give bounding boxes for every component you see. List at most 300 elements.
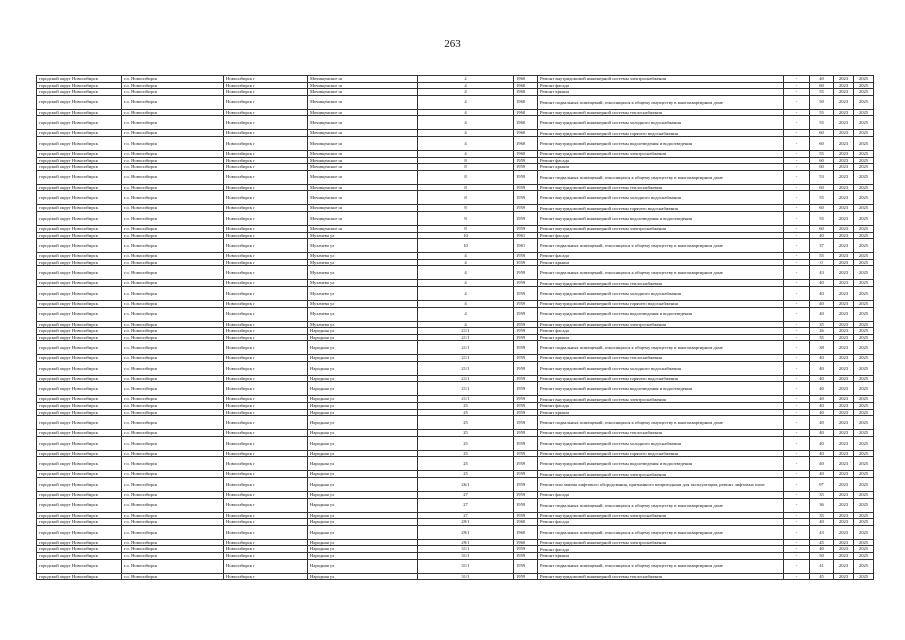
cell-work-type: Ремонт крыши: [538, 553, 784, 560]
cell-plan-end: 2025: [854, 471, 874, 478]
cell-settlement: г.о. Новосибирск: [122, 478, 224, 492]
table-row: [37, 328, 874, 335]
cell-dash: -: [784, 450, 810, 457]
cell-street: Народная ул: [308, 553, 418, 560]
cell-work-type: Ремонт подвальных помещений, относящихся к общему имуществу в многоквартирном доме: [538, 525, 784, 539]
table-row: [37, 525, 874, 539]
cell-house: 4: [418, 95, 514, 109]
cell-municipality: городской округ Новосибирск: [37, 478, 122, 492]
cell-plan-start: 2023: [834, 280, 854, 287]
cell-work-type: Ремонт подвальных помещений, относящихся к общему имуществу в многоквартирном доме: [538, 266, 784, 280]
table-row: [37, 512, 874, 519]
cell-settlement: г.о. Новосибирск: [122, 403, 224, 410]
cell-street: Народная ул: [308, 436, 418, 450]
cell-plan-end: 2025: [854, 307, 874, 321]
cell-work-type: Ремонт подвальных помещений, относящихся к общему имуществу в многоквартирном доме: [538, 170, 784, 184]
table-row: [37, 300, 874, 307]
cell-dash: -: [784, 416, 810, 430]
cell-plan-end: 2025: [854, 150, 874, 157]
cell-house: 25: [418, 436, 514, 450]
cell-plan-start: 2023: [834, 321, 854, 328]
cell-dash: -: [784, 409, 810, 416]
cell-work-type: Ремонт фасада: [538, 546, 784, 553]
cell-city: Новосибирск г: [224, 259, 308, 266]
cell-street: Мочищенское ш: [308, 150, 418, 157]
cell-year: 1959: [514, 553, 538, 560]
table-row: [37, 478, 874, 492]
cell-year: 1959: [514, 280, 538, 287]
cell-year: 1959: [514, 157, 538, 164]
cell-settlement: г.о. Новосибирск: [122, 116, 224, 130]
cell-dash: -: [784, 573, 810, 580]
cell-house: 31/1: [418, 553, 514, 560]
cell-work-type: Ремонт внутридомовой инженерной системы водоотведения и водоотведения: [538, 382, 784, 396]
cell-municipality: городской округ Новосибирск: [37, 355, 122, 362]
cell-work-type: Ремонт внутридомовой инженерной системы электроснабжения: [538, 150, 784, 157]
cell-street: Мухачева ул: [308, 266, 418, 280]
cell-work-type: Ремонт внутридомовой инженерной системы водоотведения и водоотведения: [538, 457, 784, 471]
cell-plan-end: 2025: [854, 76, 874, 83]
cell-municipality: городской округ Новосибирск: [37, 191, 122, 205]
cell-municipality: городской округ Новосибирск: [37, 416, 122, 430]
cell-plan-end: 2025: [854, 82, 874, 89]
cell-plan-end: 2025: [854, 321, 874, 328]
cell-dash: -: [784, 266, 810, 280]
cell-plan-end: 2025: [854, 232, 874, 239]
cell-house: 25: [418, 471, 514, 478]
table-row: [37, 553, 874, 560]
cell-plan-start: 2023: [834, 109, 854, 116]
cell-house: 2: [418, 76, 514, 83]
cell-house: 31/1: [418, 573, 514, 580]
cell-plan-end: 2025: [854, 170, 874, 184]
cell-municipality: городской округ Новосибирск: [37, 116, 122, 130]
cell-deadline-year: 55: [810, 109, 834, 116]
cell-work-type: Ремонт фасада: [538, 519, 784, 526]
cell-settlement: г.о. Новосибирск: [122, 457, 224, 471]
cell-work-type: Ремонт подвальных помещений, относящихся к общему имуществу в многоквартирном доме: [538, 341, 784, 355]
table-row: [37, 396, 874, 403]
cell-dash: -: [784, 361, 810, 375]
cell-city: Новосибирск г: [224, 307, 308, 321]
cell-settlement: г.о. Новосибирск: [122, 492, 224, 499]
cell-plan-end: 2025: [854, 259, 874, 266]
table-row: [37, 341, 874, 355]
cell-deadline-year: 40: [810, 76, 834, 83]
cell-street: Мухачева ул: [308, 280, 418, 287]
cell-house: 25: [418, 450, 514, 457]
cell-year: 1959: [514, 375, 538, 382]
table-row: [37, 375, 874, 382]
cell-year: 1959: [514, 361, 538, 375]
cell-house: 21/1: [418, 328, 514, 335]
cell-year: 1959: [514, 286, 538, 300]
table-row: [37, 232, 874, 239]
cell-street: Народная ул: [308, 498, 418, 512]
cell-municipality: городской округ Новосибирск: [37, 525, 122, 539]
cell-settlement: г.о. Новосибирск: [122, 525, 224, 539]
cell-year: 1959: [514, 457, 538, 471]
cell-settlement: г.о. Новосибирск: [122, 82, 224, 89]
cell-deadline-year: 35: [810, 492, 834, 499]
cell-plan-start: 2023: [834, 116, 854, 130]
cell-dash: -: [784, 430, 810, 437]
cell-settlement: г.о. Новосибирск: [122, 232, 224, 239]
cell-year: 1959: [514, 512, 538, 519]
cell-street: Народная ул: [308, 546, 418, 553]
cell-city: Новосибирск г: [224, 205, 308, 212]
cell-year: 1959: [514, 471, 538, 478]
cell-plan-end: 2025: [854, 116, 874, 130]
cell-deadline-year: 60: [810, 136, 834, 150]
cell-municipality: городской округ Новосибирск: [37, 546, 122, 553]
cell-city: Новосибирск г: [224, 519, 308, 526]
cell-year: 1960: [514, 109, 538, 116]
cell-work-type: Ремонт внутридомовой инженерной системы горячего водоснабжения: [538, 450, 784, 457]
cell-work-type: Ремонт внутридомовой инженерной системы теплоснабжения: [538, 184, 784, 191]
cell-deadline-year: 40: [810, 232, 834, 239]
cell-work-type: Ремонт подвальных помещений, относящихся к общему имуществу в многоквартирном доме: [538, 416, 784, 430]
cell-city: Новосибирск г: [224, 170, 308, 184]
table-row: [37, 109, 874, 116]
cell-plan-start: 2023: [834, 170, 854, 184]
cell-house: 8: [418, 191, 514, 205]
table-row: [37, 436, 874, 450]
cell-street: Народная ул: [308, 341, 418, 355]
cell-year: 1961: [514, 232, 538, 239]
cell-street: Народная ул: [308, 512, 418, 519]
cell-plan-start: 2023: [834, 95, 854, 109]
cell-house: 26/1: [418, 478, 514, 492]
cell-municipality: городской округ Новосибирск: [37, 259, 122, 266]
cell-deadline-year: 35: [810, 334, 834, 341]
cell-plan-end: 2025: [854, 109, 874, 116]
table-row: [37, 321, 874, 328]
cell-year: 1959: [514, 307, 538, 321]
cell-house: 4: [418, 130, 514, 137]
cell-work-type: Ремонт внутридомовой инженерной системы холодного водоснабжения: [538, 436, 784, 450]
cell-dash: -: [784, 525, 810, 539]
cell-plan-end: 2025: [854, 403, 874, 410]
cell-municipality: городской округ Новосибирск: [37, 225, 122, 232]
cell-house: 25: [418, 457, 514, 471]
cell-settlement: г.о. Новосибирск: [122, 164, 224, 171]
cell-municipality: городской округ Новосибирск: [37, 492, 122, 499]
cell-work-type: Ремонт внутридомовой инженерной системы холодного водоснабжения: [538, 361, 784, 375]
cell-plan-start: 2023: [834, 409, 854, 416]
cell-house: 8: [418, 211, 514, 225]
cell-municipality: городской округ Новосибирск: [37, 519, 122, 526]
table-row: [37, 191, 874, 205]
cell-plan-start: 2023: [834, 546, 854, 553]
cell-dash: -: [784, 286, 810, 300]
cell-work-type: Ремонт внутридомовой инженерной системы водоотведения и водоотведения: [538, 307, 784, 321]
cell-city: Новосибирск г: [224, 253, 308, 260]
cell-house: 4: [418, 82, 514, 89]
cell-settlement: г.о. Новосибирск: [122, 519, 224, 526]
cell-city: Новосибирск г: [224, 382, 308, 396]
cell-house: 21/1: [418, 334, 514, 341]
cell-city: Новосибирск г: [224, 375, 308, 382]
cell-work-type: Ремонт или замена лифтового оборудования, признанного непригодным для эксплуатации, ремонт лифтовых шахт: [538, 478, 784, 492]
cell-street: Народная ул: [308, 430, 418, 437]
cell-city: Новосибирск г: [224, 184, 308, 191]
cell-plan-end: 2025: [854, 280, 874, 287]
cell-settlement: г.о. Новосибирск: [122, 436, 224, 450]
cell-year: 1959: [514, 334, 538, 341]
cell-municipality: городской округ Новосибирск: [37, 341, 122, 355]
cell-city: Новосибирск г: [224, 280, 308, 287]
cell-city: Новосибирск г: [224, 116, 308, 130]
cell-house: 25: [418, 430, 514, 437]
cell-settlement: г.о. Новосибирск: [122, 361, 224, 375]
cell-plan-start: 2023: [834, 396, 854, 403]
cell-dash: -: [784, 492, 810, 499]
cell-deadline-year: 50: [810, 95, 834, 109]
cell-plan-start: 2023: [834, 328, 854, 335]
cell-plan-start: 2023: [834, 130, 854, 137]
cell-city: Новосибирск г: [224, 492, 308, 499]
cell-plan-end: 2025: [854, 416, 874, 430]
cell-house: 21/1: [418, 355, 514, 362]
cell-dash: -: [784, 89, 810, 96]
cell-house: 4: [418, 89, 514, 96]
cell-year: 1959: [514, 382, 538, 396]
table-row: [37, 403, 874, 410]
cell-settlement: г.о. Новосибирск: [122, 450, 224, 457]
cell-street: Мочищенское ш: [308, 136, 418, 150]
cell-city: Новосибирск г: [224, 82, 308, 89]
cell-plan-end: 2025: [854, 492, 874, 499]
cell-street: Мочищенское ш: [308, 130, 418, 137]
cell-dash: -: [784, 559, 810, 573]
cell-city: Новосибирск г: [224, 498, 308, 512]
cell-work-type: Ремонт подвальных помещений, относящихся к общему имуществу в многоквартирном доме: [538, 239, 784, 253]
cell-year: 1959: [514, 546, 538, 553]
cell-work-type: Ремонт фасада: [538, 232, 784, 239]
cell-street: Народная ул: [308, 355, 418, 362]
cell-work-type: Ремонт подвальных помещений, относящихся к общему имуществу в многоквартирном доме: [538, 498, 784, 512]
cell-settlement: г.о. Новосибирск: [122, 280, 224, 287]
cell-work-type: Ремонт внутридомовой инженерной системы теплоснабжения: [538, 573, 784, 580]
cell-street: Народная ул: [308, 525, 418, 539]
cell-plan-end: 2025: [854, 286, 874, 300]
cell-plan-start: 2023: [834, 492, 854, 499]
cell-plan-start: 2023: [834, 559, 854, 573]
table-row: [37, 136, 874, 150]
cell-year: 1960: [514, 76, 538, 83]
cell-year: 1960: [514, 150, 538, 157]
cell-deadline-year: 60: [810, 184, 834, 191]
cell-dash: -: [784, 259, 810, 266]
cell-house: 29/1: [418, 519, 514, 526]
cell-work-type: Ремонт подвальных помещений, относящихся к общему имуществу в многоквартирном доме: [538, 559, 784, 573]
cell-house: 8: [418, 164, 514, 171]
cell-city: Новосибирск г: [224, 525, 308, 539]
table-row: [37, 253, 874, 260]
cell-year: 1960: [514, 89, 538, 96]
cell-house: 4: [418, 136, 514, 150]
cell-dash: -: [784, 253, 810, 260]
cell-work-type: Ремонт крыши: [538, 259, 784, 266]
cell-plan-end: 2025: [854, 157, 874, 164]
cell-deadline-year: 60: [810, 157, 834, 164]
cell-street: Мочищенское ш: [308, 82, 418, 89]
cell-deadline-year: 9*: [810, 478, 834, 492]
cell-deadline-year: 60: [810, 164, 834, 171]
table-row: [37, 239, 874, 253]
cell-city: Новосибирск г: [224, 136, 308, 150]
cell-deadline-year: 37: [810, 239, 834, 253]
cell-municipality: городской округ Новосибирск: [37, 130, 122, 137]
table-row: [37, 334, 874, 341]
cell-city: Новосибирск г: [224, 211, 308, 225]
cell-street: Народная ул: [308, 471, 418, 478]
cell-municipality: городской округ Новосибирск: [37, 266, 122, 280]
table-row: [37, 76, 874, 83]
cell-dash: -: [784, 76, 810, 83]
cell-municipality: городской округ Новосибирск: [37, 573, 122, 580]
cell-municipality: городской округ Новосибирск: [37, 334, 122, 341]
cell-deadline-year: 40: [810, 375, 834, 382]
cell-street: Народная ул: [308, 539, 418, 546]
cell-deadline-year: 26: [810, 328, 834, 335]
cell-year: 1959: [514, 498, 538, 512]
cell-street: Народная ул: [308, 457, 418, 471]
cell-settlement: г.о. Новосибирск: [122, 396, 224, 403]
cell-year: 1959: [514, 416, 538, 430]
table-row: [37, 546, 874, 553]
cell-deadline-year: 36: [810, 498, 834, 512]
cell-plan-end: 2025: [854, 341, 874, 355]
table-row: [37, 416, 874, 430]
cell-year: 1960: [514, 130, 538, 137]
cell-plan-end: 2025: [854, 328, 874, 335]
cell-year: 1959: [514, 409, 538, 416]
cell-city: Новосибирск г: [224, 403, 308, 410]
capital-repair-table: [36, 75, 874, 580]
cell-deadline-year: 35: [810, 512, 834, 519]
cell-settlement: г.о. Новосибирск: [122, 416, 224, 430]
cell-work-type: Ремонт внутридомовой инженерной системы холодного водоснабжения: [538, 286, 784, 300]
table-row: [37, 205, 874, 212]
cell-year: 1959: [514, 300, 538, 307]
cell-work-type: Ремонт крыши: [538, 164, 784, 171]
cell-house: 10: [418, 232, 514, 239]
cell-street: Мухачева ул: [308, 239, 418, 253]
cell-year: 1960: [514, 82, 538, 89]
cell-work-type: Ремонт крыши: [538, 334, 784, 341]
cell-dash: -: [784, 334, 810, 341]
cell-street: Мочищенское ш: [308, 225, 418, 232]
table-row: [37, 559, 874, 573]
cell-house: 10: [418, 239, 514, 253]
cell-year: 1959: [514, 328, 538, 335]
cell-plan-start: 2023: [834, 450, 854, 457]
cell-settlement: г.о. Новосибирск: [122, 170, 224, 184]
cell-year: 1959: [514, 403, 538, 410]
cell-settlement: г.о. Новосибирск: [122, 471, 224, 478]
cell-year: 1959: [514, 253, 538, 260]
cell-plan-end: 2025: [854, 478, 874, 492]
cell-city: Новосибирск г: [224, 409, 308, 416]
cell-street: Народная ул: [308, 361, 418, 375]
cell-municipality: городской округ Новосибирск: [37, 409, 122, 416]
cell-house: 25: [418, 409, 514, 416]
cell-city: Новосибирск г: [224, 539, 308, 546]
cell-plan-end: 2025: [854, 539, 874, 546]
cell-work-type: Ремонт внутридомовой инженерной системы теплоснабжения: [538, 280, 784, 287]
cell-house: 4: [418, 253, 514, 260]
cell-dash: -: [784, 184, 810, 191]
cell-plan-end: 2025: [854, 239, 874, 253]
cell-dash: -: [784, 396, 810, 403]
cell-plan-start: 2023: [834, 430, 854, 437]
cell-municipality: городской округ Новосибирск: [37, 430, 122, 437]
cell-house: 25: [418, 403, 514, 410]
cell-plan-start: 2023: [834, 205, 854, 212]
table-row: [37, 492, 874, 499]
cell-plan-start: 2023: [834, 519, 854, 526]
cell-plan-start: 2023: [834, 266, 854, 280]
cell-house: 29/1: [418, 539, 514, 546]
cell-plan-end: 2025: [854, 211, 874, 225]
cell-dash: -: [784, 191, 810, 205]
cell-deadline-year: 60: [810, 130, 834, 137]
cell-settlement: г.о. Новосибирск: [122, 553, 224, 560]
cell-work-type: Ремонт фасада: [538, 253, 784, 260]
cell-deadline-year: 55: [810, 191, 834, 205]
cell-deadline-year: 40: [810, 430, 834, 437]
cell-work-type: Ремонт фасада: [538, 403, 784, 410]
cell-plan-start: 2023: [834, 191, 854, 205]
cell-work-type: Ремонт внутридомовой инженерной системы водоотведения и водоотведения: [538, 211, 784, 225]
table-row: [37, 409, 874, 416]
cell-deadline-year: 40: [810, 409, 834, 416]
cell-deadline-year: 40: [810, 471, 834, 478]
cell-dash: -: [784, 307, 810, 321]
cell-city: Новосибирск г: [224, 157, 308, 164]
cell-street: Мочищенское ш: [308, 170, 418, 184]
cell-house: 4: [418, 259, 514, 266]
cell-street: Мочищенское ш: [308, 95, 418, 109]
cell-settlement: г.о. Новосибирск: [122, 211, 224, 225]
cell-plan-end: 2025: [854, 191, 874, 205]
table-row: [37, 95, 874, 109]
table-row: [37, 89, 874, 96]
cell-work-type: Ремонт крыши: [538, 409, 784, 416]
cell-city: Новосибирск г: [224, 191, 308, 205]
cell-year: 1959: [514, 184, 538, 191]
cell-plan-end: 2025: [854, 300, 874, 307]
cell-municipality: городской округ Новосибирск: [37, 89, 122, 96]
cell-work-type: Ремонт внутридомовой инженерной системы горячего водоснабжения: [538, 300, 784, 307]
cell-plan-start: 2023: [834, 382, 854, 396]
cell-settlement: г.о. Новосибирск: [122, 300, 224, 307]
cell-settlement: г.о. Новосибирск: [122, 341, 224, 355]
cell-year: 1959: [514, 205, 538, 212]
cell-plan-start: 2023: [834, 76, 854, 83]
cell-dash: -: [784, 205, 810, 212]
cell-dash: -: [784, 95, 810, 109]
cell-street: Мухачева ул: [308, 286, 418, 300]
cell-municipality: городской округ Новосибирск: [37, 286, 122, 300]
cell-plan-end: 2025: [854, 266, 874, 280]
cell-municipality: городской округ Новосибирск: [37, 211, 122, 225]
cell-plan-end: 2025: [854, 205, 874, 212]
cell-municipality: городской округ Новосибирск: [37, 403, 122, 410]
cell-city: Новосибирск г: [224, 109, 308, 116]
